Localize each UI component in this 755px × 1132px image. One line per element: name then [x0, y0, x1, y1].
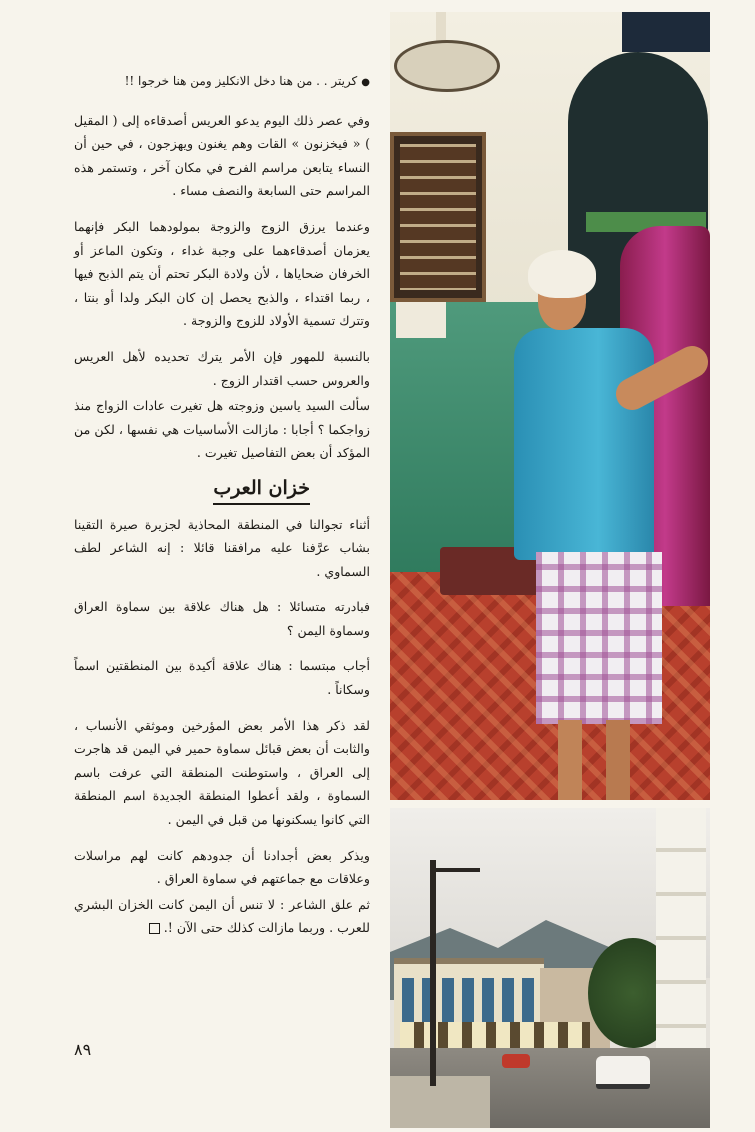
- paragraph: لقد ذكر هذا الأمر بعض المؤرخين وموثقي الأنساب ، والثابت أن بعض قبائل سماوة حمير في اليمن قد هاجرت إلى العراق ، واستوطنت المنطقة التي عرفت باسم السماوة ، ولقد أعطوا المنطقة الجديدة اسم المنطقة التي كانوا يسكنونها من قبل في اليمن .: [74, 717, 370, 828]
- photo-car: [596, 1056, 650, 1089]
- street-lamp-icon: [434, 868, 480, 872]
- street-scene-photo: [390, 808, 710, 1128]
- minaret-tower: [656, 808, 706, 1054]
- man-sarong: [536, 552, 662, 724]
- man-leg: [558, 720, 582, 800]
- photo-sidewalk: [390, 1076, 490, 1128]
- paragraph: أثناء تجوالنا في المنطقة المحاذية لجزيرة صيرة التقينا بشاب عرَّفنا عليه مرافقنا قائلا : إنه الشاعر لطف السماوي .: [74, 516, 370, 579]
- page-number: ٨٩: [74, 1040, 92, 1059]
- plaque-inscription: [400, 144, 476, 290]
- paragraph: ويذكر بعض أجدادنا أن جدودهم كانت لهم مراسلات وعلاقات مع جماعتهم في سماوة العراق .: [74, 847, 370, 887]
- paragraph: وفي عصر ذلك اليوم يدعو العريس أصدقاءه إلى ( المقيل ) « فيخزنون » القات وهم يغنون ويهزجون ، في حين أن النساء يتابعن مراسم الفرح في مكان آخر ، وتستمر هذه المراسم حتى السابعة والنصف مساء .: [74, 112, 370, 199]
- end-of-article-icon: [149, 923, 160, 934]
- caption-text: كريتر . . من هنا دخل الانكليز ومن هنا خرجوا !!: [124, 74, 358, 88]
- paragraph: [74, 893, 370, 940]
- paragraph: فبادرته متسائلا : هل هناك علاقة بين سماوة العراق وسماوة اليمن ؟: [74, 599, 370, 638]
- ceiling-fan-icon: [394, 40, 500, 92]
- bullet-icon: ●: [361, 77, 370, 88]
- paragraph-text: ثم علق الشاعر : لا تنس أن اليمن كانت الخزان البشري للعرب . وربما مازالت كذلك حتى الآن !.: [74, 896, 370, 936]
- article-text-column: [74, 70, 370, 940]
- paragraph: سألت السيد ياسين وزوجته هل تغيرت عادات الزواج منذ زواجكما ؟ أجابا : مازالت الأساسيات هي نفسها ، لكن من المؤكد أن بعض التفاصيل تغيرت .: [74, 398, 370, 461]
- paragraph: بالنسبة للمهور فإن الأمر يترك تحديده لأهل العريس والعروس حسب اقتدار الزوج .: [74, 348, 370, 388]
- man-leg: [606, 720, 630, 800]
- photo-car: [502, 1054, 530, 1068]
- photo-shadow: [622, 12, 710, 52]
- man-shirt: [514, 328, 654, 560]
- paragraph: أجاب مبتسما : هناك علاقة أكيدة بين المنطقتين اسماً وسكاناً .: [74, 658, 370, 698]
- mosque-interior-photo: [390, 12, 710, 800]
- photo-arcade: [400, 1022, 590, 1050]
- paragraph: وعندما يرزق الزوج والزوجة بمولودهما البكر فإنهما يعزمان أصدقاءهما على وجبة غداء ، وتكون الماعز أو الخرفان ضحاياها ، لأن ولادة البكر تحتم أن يتم الذبح فيها ، ربما اقتداء ، والذبح يحصل إن كان البكر ولدا أو بنتا ، وتترك تسمية الأولاد للزوج والزوجة .: [74, 218, 370, 329]
- street-lamp-pole: [430, 860, 436, 1086]
- photo-building-windows: [402, 978, 536, 1022]
- man-cap: [528, 250, 596, 298]
- section-heading: خزان العرب: [74, 477, 370, 505]
- photo-caption: [74, 70, 370, 95]
- calligraphy-plaque: [390, 132, 486, 302]
- wall-sign: [396, 302, 446, 338]
